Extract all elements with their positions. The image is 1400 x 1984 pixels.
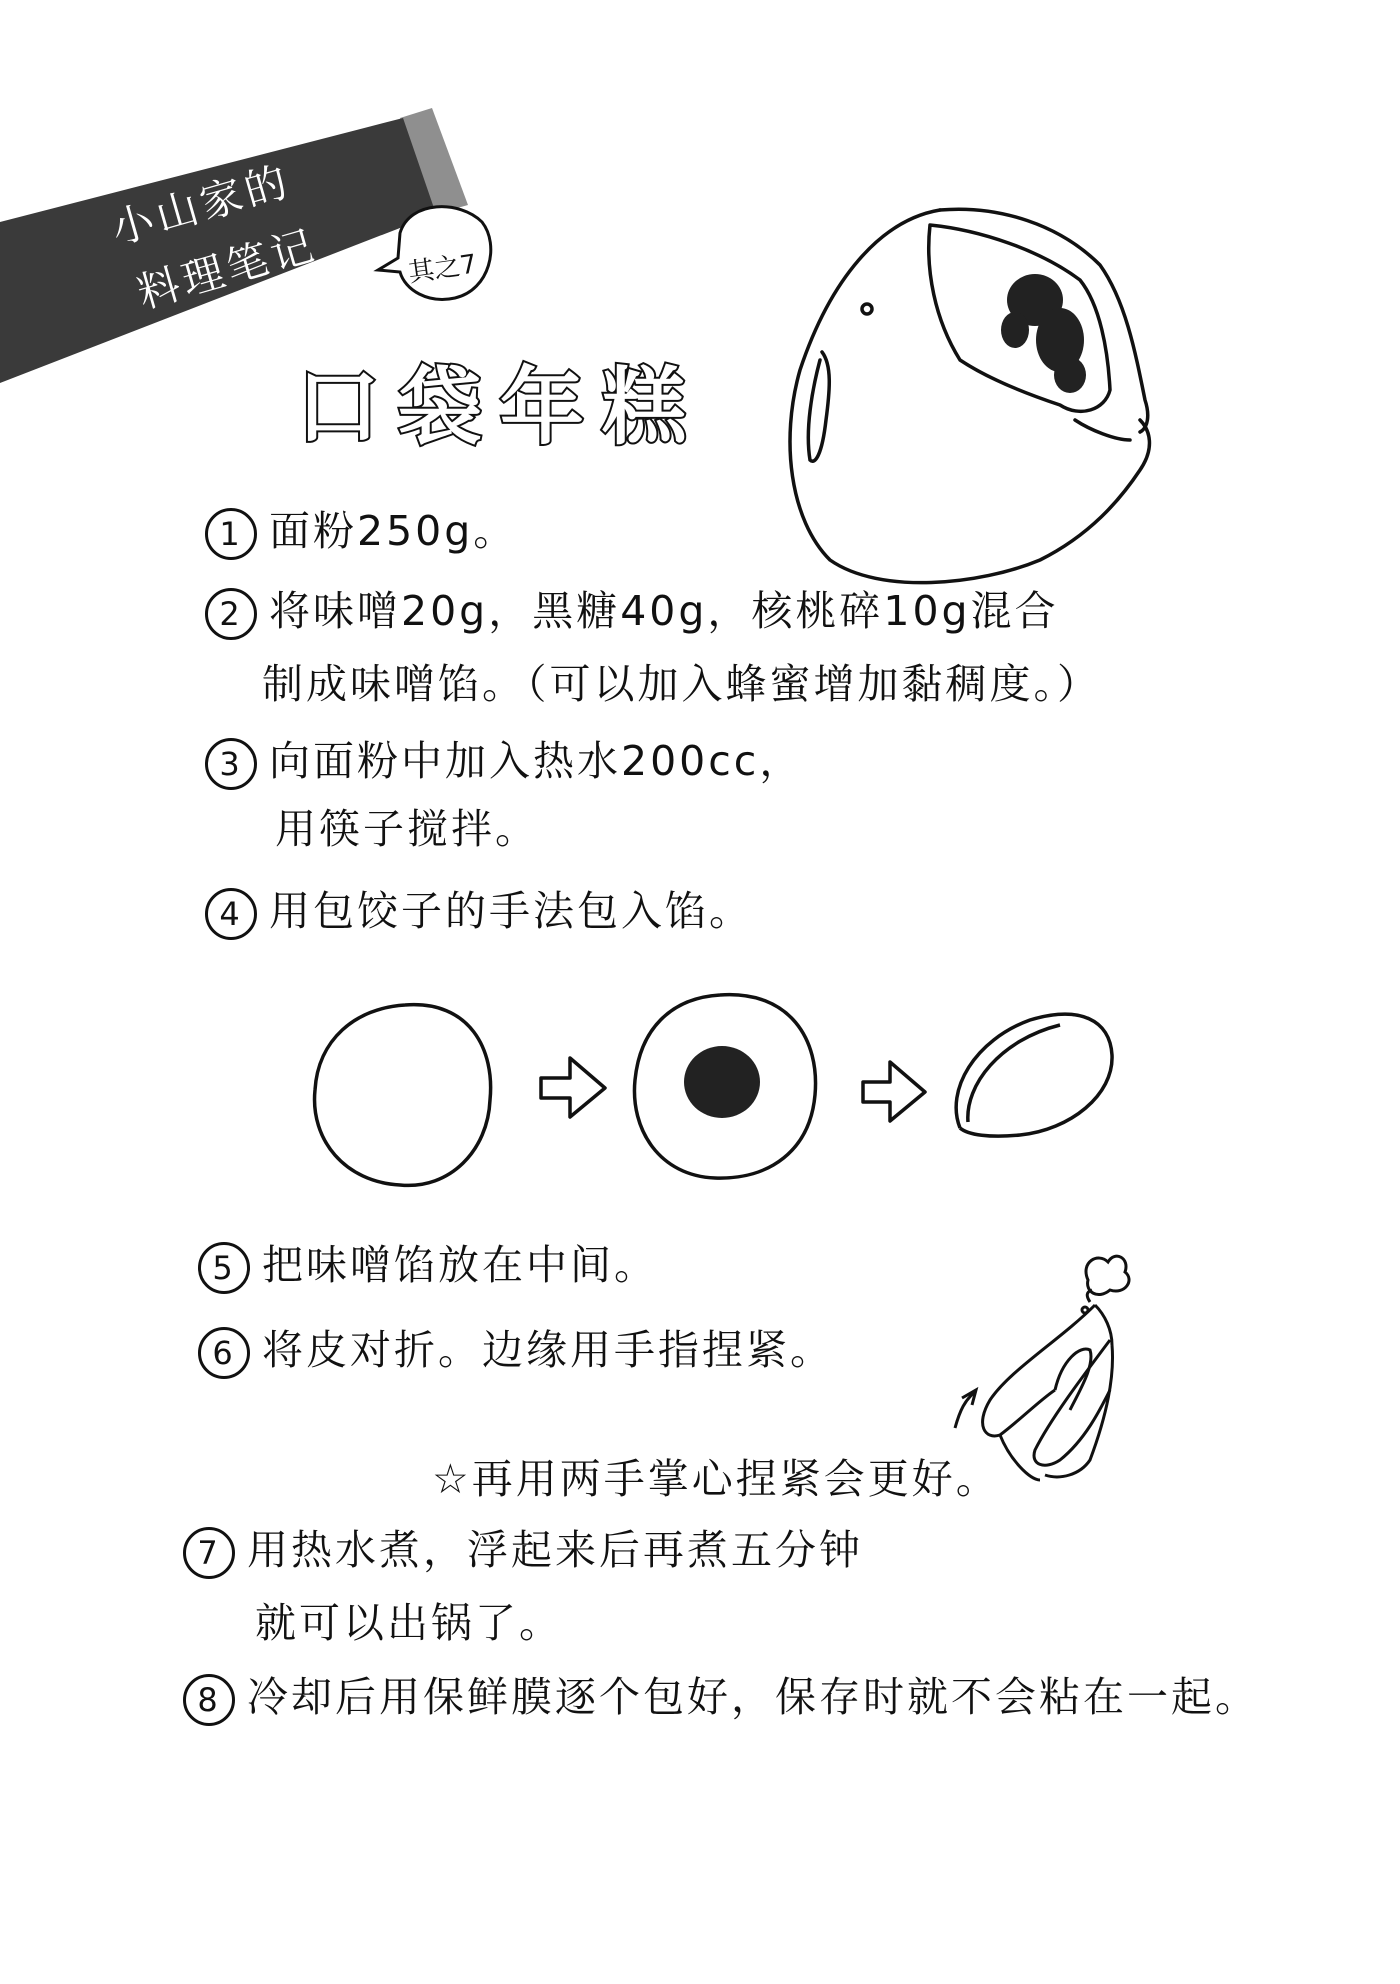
dough-circle [315, 1005, 491, 1186]
step-2 [205, 586, 1059, 640]
step-2-continuation: 制成味噌馅。（可以加入蜂蜜增加黏稠度。） [262, 660, 1101, 708]
step-text: 把味噌馅放在中间。 [262, 1241, 658, 1289]
banner-title-line1: 小山家的 [105, 156, 297, 254]
mochi-cut-illustration [790, 209, 1149, 582]
step-number: 6 [198, 1327, 250, 1379]
step-number: 2 [205, 588, 257, 640]
step-4 [205, 886, 753, 940]
issue-badge: 其之7 [406, 249, 479, 289]
mochi-filling [1001, 274, 1086, 393]
step-3 [205, 736, 803, 790]
step-8 [183, 1672, 1259, 1726]
banner-title-line2: 料理笔记 [131, 220, 323, 318]
step-number: 4 [205, 888, 257, 940]
arrow-icon [541, 1058, 605, 1117]
step-number: 1 [205, 508, 257, 560]
step-text: 将皮对折。边缘用手指捏紧。 [262, 1326, 834, 1374]
step-1 [205, 506, 517, 560]
tip-note: ☆再用两手掌心捏紧会更好。 [432, 1455, 1000, 1503]
step-number: 3 [205, 738, 257, 790]
page-title: 口袋年糕 [296, 358, 705, 456]
step-3-continuation: 用筷子搅拌。 [275, 805, 539, 853]
arrow-icon [863, 1062, 925, 1121]
step-6 [198, 1325, 834, 1379]
step-7 [183, 1525, 863, 1579]
step-text: 冷却后用保鲜膜逐个包好，保存时就不会粘在一起。 [247, 1673, 1259, 1721]
step-7-continuation: 就可以出锅了。 [255, 1599, 563, 1647]
folded-mochi [956, 1014, 1112, 1136]
step-text: 用热水煮，浮起来后再煮五分钟 [247, 1526, 863, 1574]
step-text: 将味噌20g，黑糖40g，核桃碎10g混合 [269, 587, 1059, 635]
step-number: 8 [183, 1674, 235, 1726]
step-5 [198, 1240, 658, 1294]
step-text: 面粉250g。 [269, 507, 518, 555]
dough-filling [684, 1046, 760, 1118]
step-number: 7 [183, 1527, 235, 1579]
step-number: 5 [198, 1242, 250, 1294]
step-text: 向面粉中加入热水200cc， [269, 737, 804, 785]
step-text: 用包饺子的手法包入馅。 [269, 887, 753, 935]
